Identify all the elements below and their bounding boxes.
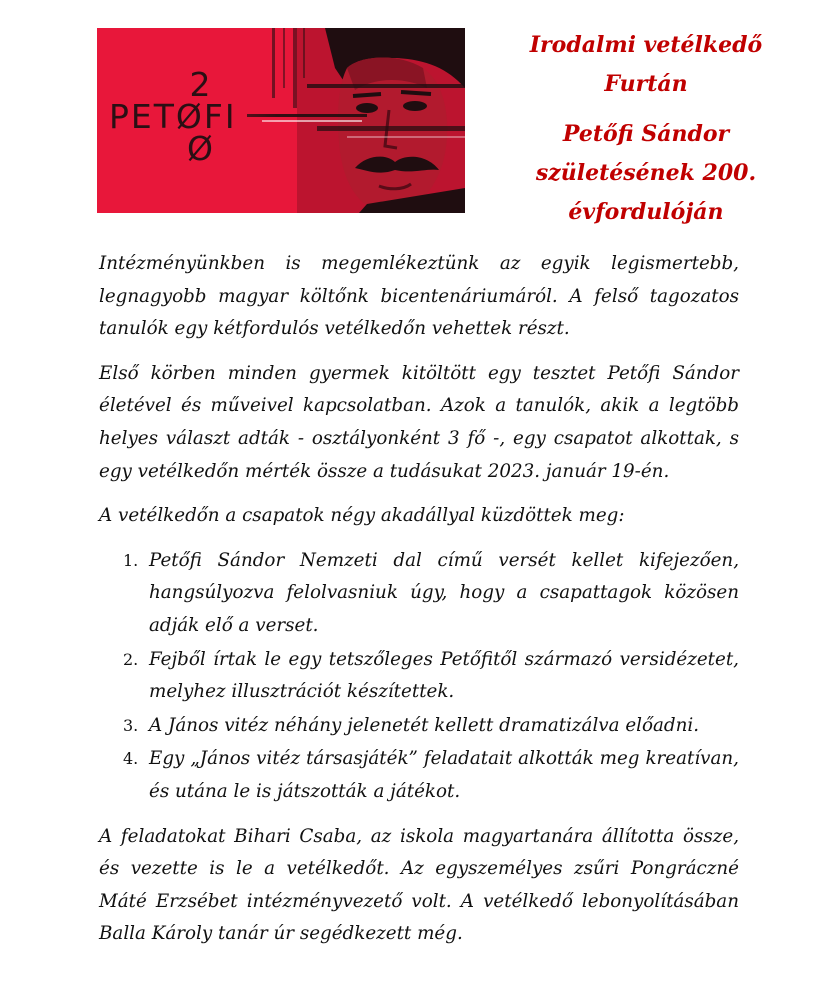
list-item-number: 2. [123,649,139,669]
svg-text:PETØFI [109,97,237,136]
title-line-3: Petőfi Sándor [562,121,730,147]
list-item-text: Fejből írtak le egy tetszőleges Petőfitől származó versidézetet, melyhez illusztrációt készítettek. [149,648,739,703]
list-item-number: 1. [123,550,139,570]
obstacle-list [99,545,739,809]
list-item-number: 4. [123,749,139,769]
title-block [476,26,816,232]
list-item [99,545,739,643]
petofi-200-banner [97,28,465,213]
list-item [99,710,739,743]
list-item-number: 3. [123,715,139,735]
list-item-text: A János vitéz néhány jelenetét kellett dramatizálva előadni. [149,714,700,736]
logo-word-left: PET [109,97,176,136]
list-item-text: Petőfi Sándor Nemzeti dal című versét kellet kifejezően, hangsúlyozva felolvasniuk úgy, hogy a csapattagok közösen adják elő a verset. [149,549,739,636]
paragraph-organizers: A feladatokat Bihari Csaba, az iskola magyartanára állította össze, és vezette is le a vetélkedőt. Az egyszemélyes zsűri Pongráczné Máté Erzsébet intézményvezető volt. A vetélkedő lebonyolításában Balla Károly tanár úr segédkezett még. [99,825,739,945]
title-line-4: születésének 200. [535,160,757,186]
paragraph-obstacles: A vetélkedőn a csapatok négy akadállyal küzdöttek meg: [99,505,625,527]
paragraph-intro: Intézményünkben is megemlékeztünk az egyik legismertebb, legnagyobb magyar költőnk bicentenáriumáról. A felső tagozatos tanulók egy kétfordulós vetélkedőn vehettek részt. [99,253,739,340]
article-body [99,248,739,963]
list-item [99,644,739,709]
logo-digit-top: 2 [189,65,211,104]
title-line-5: évfordulóján [568,199,724,225]
paragraph-first-round: Első körben minden gyermek kitöltött egy tesztet Petőfi Sándor életével és műveivel kapcsolatban. Azok a tanulók, akik a legtöbb helyes választ adták - osztályonként 3 fő -, egy csapatot alkottak, s egy vetélkedőn mérték össze a tudásukat 2023. január 19-én. [99,362,739,482]
logo-letter-o: Ø [175,97,204,136]
list-item [99,743,739,808]
list-item-text: Egy „János vitéz társasjáték” feladatait alkották meg kreatívan, és utána le is játszották a játékot. [149,748,739,802]
logo-digit-bottom: Ø [187,129,213,168]
title-line-1: Irodalmi vetélkedő [529,32,763,58]
title-line-2: Furtán [604,71,688,97]
logo-word-right: FI [203,97,237,136]
